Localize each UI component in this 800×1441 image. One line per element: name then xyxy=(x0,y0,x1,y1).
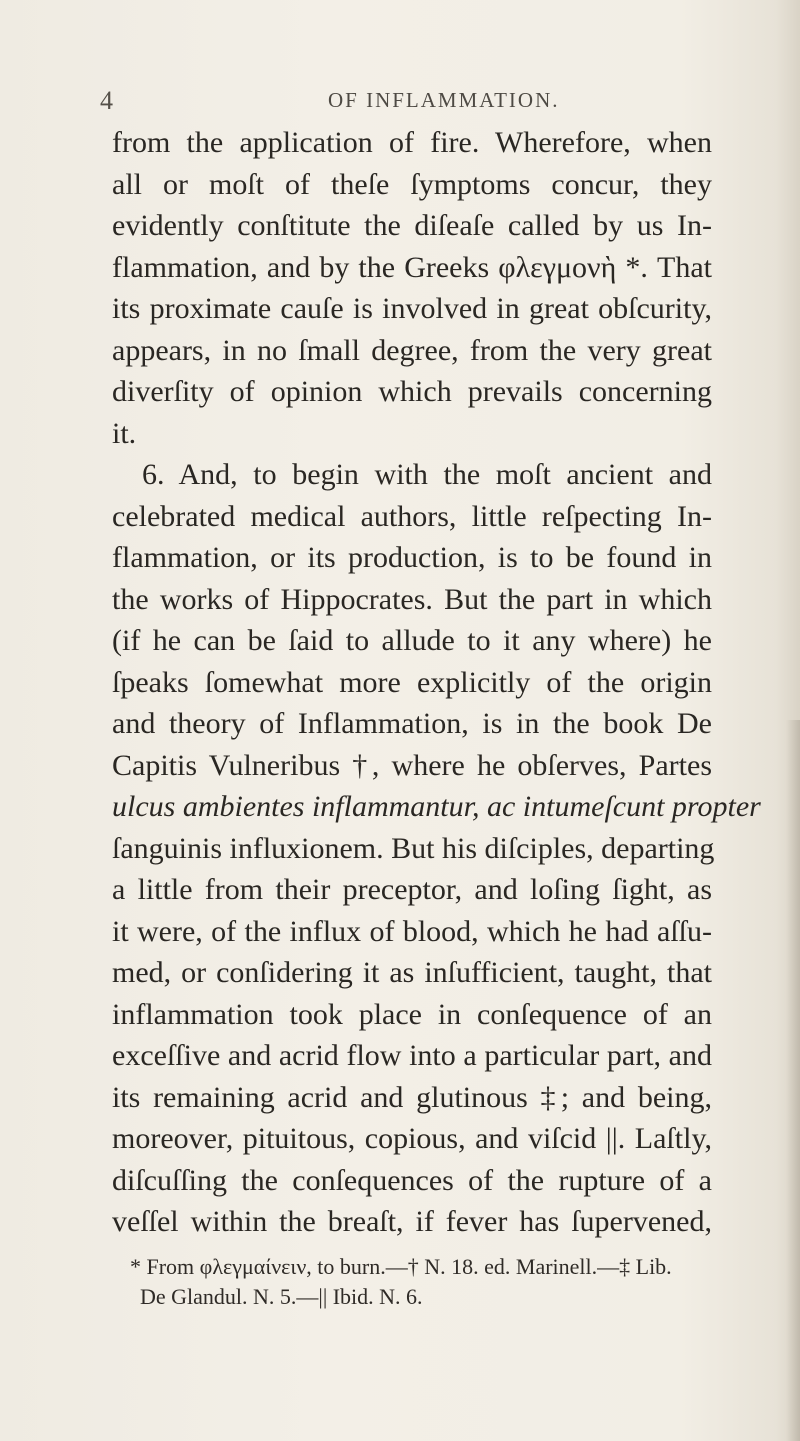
text-line: from the application of fire. Wherefore, when xyxy=(112,126,712,159)
page-header xyxy=(0,86,800,116)
page-number: 4 xyxy=(100,86,113,115)
text-line: flammation, and by the Greeks φλεγμονὴ *. That xyxy=(112,250,712,284)
text-line: ſanguinis influxionem. But his diſciples, departing xyxy=(112,831,715,865)
footnotes xyxy=(112,1252,720,1312)
text-line: it were, of the influx of blood, which he had aſſu- xyxy=(112,914,712,948)
text-line: the works of Hippocrates. But the part in which xyxy=(112,582,712,616)
text-line: diverſity of opinion which prevails concerning xyxy=(112,375,712,408)
body-text xyxy=(112,122,761,1243)
text-line: diſcuſſing the conſequences of the rupture of a xyxy=(112,1163,712,1197)
text-line: ſpeaks ſomewhat more explicitly of the origin xyxy=(112,665,712,699)
text-line: exceſſive and acrid flow into a particular part, and xyxy=(112,1039,712,1072)
text-line: moreover, pituitous, copious, and viſcid ||. Laſtly, xyxy=(112,1122,712,1155)
page-edge-shadow xyxy=(786,720,800,1441)
text-line: all or moſt of theſe ſymptoms concur, they xyxy=(112,167,712,201)
text-line: it. xyxy=(112,416,137,450)
text-line: med, or conſidering it as inſufficient, taught, that xyxy=(112,956,712,989)
text-line: inflammation took place in conſequence of an xyxy=(112,997,712,1031)
footnote-line: * From φλεγμαίνειν, to burn.—† N. 18. ed. Marinell.—‡ Lib. xyxy=(130,1254,672,1279)
text-line: celebrated medical authors, little reſpecting In- xyxy=(112,499,712,533)
text-line: a little from their preceptor, and loſing ſight, as xyxy=(112,873,712,906)
text-line: and theory of Inflammation, is in the book De xyxy=(112,707,712,740)
footnote-line: De Glandul. N. 5.—|| Ibid. N. 6. xyxy=(140,1284,423,1309)
text-line: (if he can be ſaid to allude to it any where) he xyxy=(112,624,712,657)
text-line: its remaining acrid and glutinous ‡; and being, xyxy=(112,1080,712,1114)
text-line: Capitis Vulneribus †, where he obſerves, Partes xyxy=(112,748,712,782)
paragraph-start-line: 6. And, to begin with the moſt ancient and xyxy=(142,458,712,491)
text-line: evidently conſtitute the diſeaſe called by us In- xyxy=(112,209,712,242)
text-line: flammation, or its production, is to be found in xyxy=(112,541,712,574)
text-line: appears, in no ſmall degree, from the very great xyxy=(112,333,712,367)
text-line: veſſel within the breaſt, if fever has ſupervened, xyxy=(112,1205,712,1238)
text-line: its proximate cauſe is involved in great obſcurity, xyxy=(112,292,712,325)
running-title: OF INFLAMMATION. xyxy=(328,88,560,112)
latin-quote-line: ulcus ambientes inflammantur, ac intumeſcunt propter xyxy=(112,790,761,823)
